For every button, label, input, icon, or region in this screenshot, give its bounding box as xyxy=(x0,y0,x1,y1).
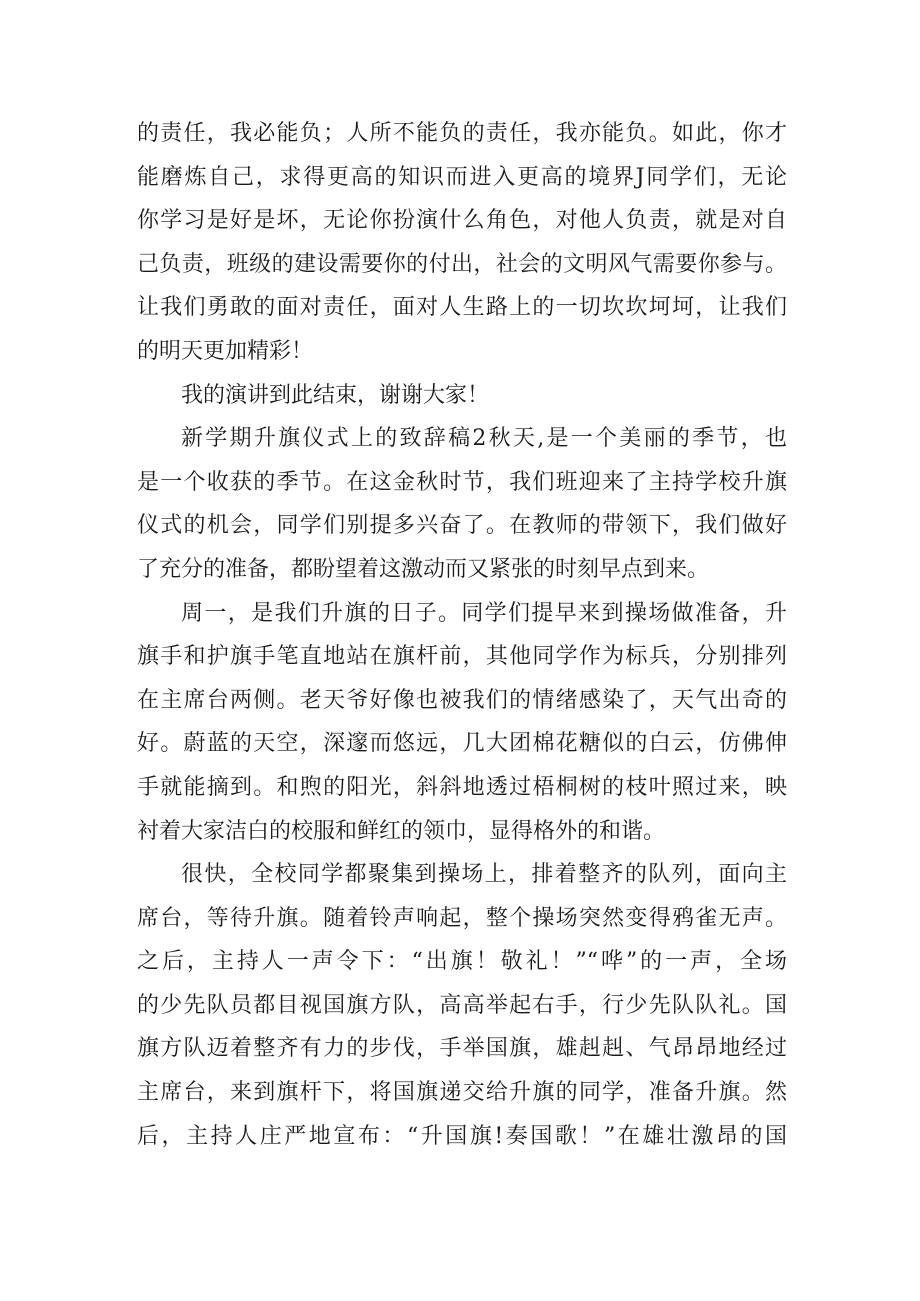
text-line: 我的演讲到此结束，谢谢大家！ xyxy=(181,382,490,408)
text-line: 旗方队迈着整齐有力的步伐，手举国旗，雄赳赳、气昂昂地经过 xyxy=(137,1036,787,1062)
text-line: 己负责，班级的建设需要你的付出，社会的文明风气需要你参与。 xyxy=(137,251,787,277)
text-line: 后，主持人庄严地宣布：“升国旗!奏国歌！”在雄壮激昂的国 xyxy=(137,1123,787,1149)
text-line: 新学期升旗仪式上的致辞稿2秋天,是一个美丽的季节，也 xyxy=(181,426,787,452)
text-line: 是一个收获的季节。在这金秋时节，我们班迎来了主持学校升旗 xyxy=(137,469,787,495)
text-line: 好。蔚蓝的天空，深邃而悠远，几大团棉花糖似的白云，仿佛伸 xyxy=(137,731,787,757)
text-line: 手就能摘到。和煦的阳光，斜斜地透过梧桐树的枝叶照过来，映 xyxy=(137,774,787,800)
text-line: 你学习是好是坏，无论你扮演什么角色，对他人负责，就是对自 xyxy=(137,208,787,234)
text-line: 之后，主持人一声令下：“出旗！敬礼！”“哗”的一声，全场 xyxy=(137,949,787,975)
text-line: 让我们勇敢的面对责任，面对人生路上的一切坎坎坷坷，让我们 xyxy=(137,295,787,321)
text-line: 了充分的准备，都盼望着这激动而又紧张的时刻早点到来。 xyxy=(137,556,710,582)
text-line: 的少先队员都目视国旗方队，高高举起右手，行少先队队礼。国 xyxy=(137,992,787,1018)
text-line: 很快，全校同学都聚集到操场上，排着整齐的队列，面向主 xyxy=(181,862,787,888)
text-line: 在主席台两侧。老天爷好像也被我们的情绪感染了，天气出奇的 xyxy=(137,687,787,713)
text-line: 席台，等待升旗。随着铃声响起，整个操场突然变得鸦雀无声。 xyxy=(137,905,787,931)
text-line: 主席台，来到旗杆下，将国旗递交给升旗的同学，准备升旗。然 xyxy=(137,1080,787,1106)
text-line: 周一，是我们升旗的日子。同学们提早来到操场做准备，升 xyxy=(181,600,787,626)
text-line: 能磨炼自己，求得更高的知识而进入更高的境界J同学们，无论 xyxy=(137,164,787,190)
text-line: 旗手和护旗手笔直地站在旗杆前，其他同学作为标兵，分别排列 xyxy=(137,644,787,670)
document-body xyxy=(137,112,787,1158)
text-line: 衬着大家洁白的校服和鲜红的领巾，显得格外的和谐。 xyxy=(137,818,666,844)
text-line: 的责任，我必能负；人所不能负的责任，我亦能负。如此，你才 xyxy=(137,121,787,146)
text-line: 仪式的机会，同学们别提多兴奋了。在教师的带领下，我们做好 xyxy=(137,513,787,539)
text-line: 的明天更加精彩！ xyxy=(137,338,314,364)
